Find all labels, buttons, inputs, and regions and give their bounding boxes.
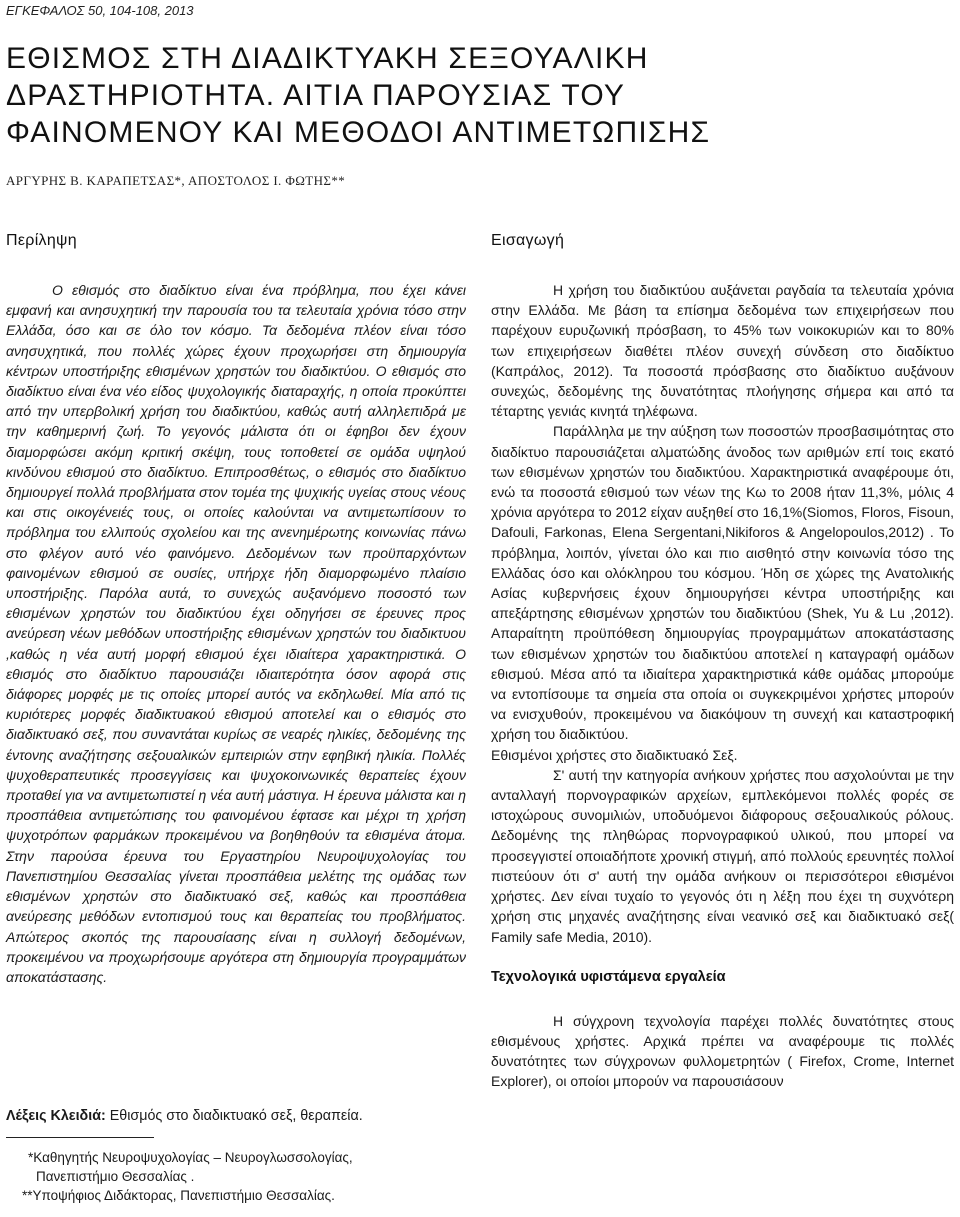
journal-reference: ΕΓΚΕΦΑΛΟΣ 50, 104-108, 2013	[6, 3, 194, 18]
introduction-heading: Εισαγωγή	[491, 232, 565, 249]
abstract-paragraph: Ο εθισμός στο διαδίκτυο είναι ένα πρόβλημα, που έχει κάνει εμφανή και ανησυχητική την παρουσία του τα τελευταία χρόνια τόσο στην Ελλάδα, όσο και σε όλο τον κόσμο. Τα δεδομένα πλέον είναι τόσο ανησυχητικά, που πολλές χώρες έχουν προχωρήσει στη δημιουργία κέντρων υποστήριξης εθισμένων χρηστών του διαδικτύου. Ο εθισμός στο διαδίκτυο είναι ένα νέο είδος ψυχολογικής διαταραχής, η οποία προκύπτει από την υπερβολική χρήση του διαδικτύου, καθώς αυτή αλληλεπιδρά με την καθημερινή ζωή. Το γεγονός μάλιστα ότι οι έφηβοι δεν έχουν διαμορφώσει ακόμη κριτική σκέψη, τους τοποθετεί σε ομάδα υψηλού κινδύνου εθισμού στο διαδίκτυο. Επιπροσθέτως, ο εθισμός στο διαδίκτυο δημιουργεί πολλά προβλήματα στον τομέα της ψυχικής υγείας στους νέους και στις οικογένειές τους, οι οποίες καλούνται να αντιμετωπίσουν το πρόβλημα του ελλιπούς σχολείου και της ανενημέρωτης κοινωνίας πάνω στο φλέγον αυτό νέο φαινόμενο. Δεδομένων των προϋπαρχόντων φαινομένων εθισμού σε ουσίες, υπήρχε ήδη διαμορφωμένο πλαίσιο υποστήριξης. Παρόλα αυτά, το συνεχώς αυξανόμενο ποσοστό των εθισμένων χρηστών του διαδικτύου έχει οδηγήσει σε έρευνες προς ανεύρεση νέων μεθόδων υποστήριξης εθισμένων χρηστών του διαδικτυου ,καθώς η νέα αυτή μορφή εθισμού έχει ιδιαίτερα χαρακτηριστικά. Ο εθισμός στο διαδίκτυο παρουσιάζει ιδιαιτερότητα όσον αφορά στις διάφορες μορφές με τις οποίες μπορεί αυτός να εκδηλωθεί. Μία από τις κυριότερες μορφές διαδικτυακού εθισμού αποτελεί και ο εθισμός στο διαδικτυακό σεξ, που συναντάται κυρίως σε νεαρές ηλικίες, δεδομένης της έντονης αναζήτησης σεξουαλικών εμπειριών στην εφηβική ηλικία. Πολλές ψυχοθεραπευτικές προσεγγίσεις και ψυχοκοινωνικές θεραπείες έχουν προταθεί για να αντιμετωπιστεί η νέα αυτή μάστιγα. Η έρευνα μάλιστα και η προσπάθεια αντιμετώπισης του φαινομένου έφτασε και μέχρι τη χρήση ψυχοτρόπων φαρμάκων προκειμένου να βοηθηθούν τα εθισμένα άτομα. Στην παρούσα έρευνα του Εργαστηρίου Νευροψυχολογίας του Πανεπιστημίου Θεσσαλίας γίνεται προσπάθεια μελέτης της ομάδας των εθισμένων χρηστών στο διαδικτυακό σεξ, καθώς και προσπάθεια ανεύρεσης μεθόδων εντοπισμού τους και θεραπείας του προβλήματος. Απώτερος σκοπός της παρουσίασης είναι η συλλογή δεδομένων, προκειμένου να προχωρήσουμε αργότερα στη δημιουργία προγραμμάτων αποκατάστασης.	[6, 282, 466, 985]
title-line: ΔΡΑΣΤΗΡΙΟΤΗΤΑ. ΑΙΤΙΑ ΠΑΡΟΥΣΙΑΣ ΤΟΥ	[6, 79, 626, 112]
keywords-label: Λέξεις Κλειδιά:	[6, 1108, 106, 1124]
intro-paragraph: Σ' αυτή την κατηγορία ανήκουν χρήστες που ασχολούνται με την ανταλλαγή πορνογραφικών αρχείων, εμπλεκόμενοι πολλές φορές σε ιστοχώρους συνομιλιών, υποδυόμενοι διάφορους σεξουαλικούς ρόλους. Δεδομένης της πληθώρας πορνογραφικού υλικού, που μπορεί να προσεγγιστεί οποιαδήποτε χρονική στιγμή, από πολλούς ερευνητές πολλοί πιστεύουν ότι σ' αυτή την ομάδα ανήκουν οι περισσότεροι εθισμένοι χρήστες. Δεν είναι τυχαίο το γεγονός ότι η λέξη που έχει τη συχνότερη χρήση στις μηχανές αναζήτησης είναι νεανικό σεξ και διαδικτυακό σεξ( Family safe Media, 2010).	[491, 766, 954, 945]
title-line: ΦΑΙΝΟΜΕΝΟΥ ΚΑΙ ΜΕΘΟΔΟΙ ΑΝΤΙΜΕΤΩΠΙΣΗΣ	[6, 116, 711, 149]
keywords-text: Εθισμός στο διαδικτυακό σεξ, θεραπεία.	[105, 1108, 363, 1124]
tech-section-body	[491, 1011, 954, 1092]
article-title	[6, 40, 946, 151]
keywords-line	[6, 1108, 363, 1124]
abstract-body	[6, 280, 466, 987]
title-line: ΕΘΙΣΜΟΣ ΣΤΗ ΔΙΑΔΙΚΤΥΑΚΗ ΣΕΞΟΥΑΛΙΚΗ	[6, 42, 649, 75]
footnotes	[22, 1148, 462, 1205]
abstract-heading: Περίληψη	[6, 232, 77, 249]
left-column	[6, 232, 466, 987]
right-column	[491, 232, 954, 1092]
intro-subheading: Εθισμένοι χρήστες στο διαδικτυακό Σεξ.	[491, 746, 738, 763]
tech-paragraph: Η σύγχρονη τεχνολογία παρέχει πολλές δυνατότητες στους εθισμένους χρήστες. Αρχικά πρέπει να αναφέρουμε τις πολλές δυνατότητες των σύγχρονων φυλλομετρητών ( Firefox, Crome, Internet Explorer), οι οποίοι μπορούν να παρουσιάσουν	[491, 1012, 954, 1090]
footnote-1-line-1: *Καθηγητής Νευροψυχολογίας – Νευρογλωσσολογίας,	[28, 1150, 353, 1165]
intro-paragraph: Παράλληλα με την αύξηση των ποσοστών προσβασιμότητας στο διαδίκτυο παρουσιάζεται αλματώδης άνοδος των αριθμών επί τοις εκατό των εθισμένων χρηστών του διαδικτύου. Χαρακτηριστικά αναφέρουμε ότι, ενώ τα ποσοστά εθισμού των νέων της Κω το 2008 ήταν 11,3%, μόλις 4 χρόνια αργότερα το 2012 είχαν αυξηθεί στο 16,1%(Siomos, Floros, Fisoun, Dafouli, Farkonas, Elena Sergentani,Nikiforos & Angelopoulos,2012) . Το πρόβλημα, λοιπόν, γίνεται όλο και πιο αισθητό στην κοινωνία τόσο της Ελλάδας όσο και ολόκληρου του κόσμου. Ήδη σε χώρες της Ανατολικής Ασίας κυβερνήσεις έχουν δημιουργήσει κέντρα υποστήριξης και απεξάρτησης εθισμένων χρηστών του διαδικτύου (Shek, Yu & Lu ,2012). Απαραίτητη προϋπόθεση δημιουργίας προγραμμάτων αποκατάστασης των εθισμένων χρηστών του διαδικτύου αποτελεί η καταγραφή ομάδων εθισμού. Μέσα από τα ιδιαίτερα χαρακτηριστικά κάθε ομάδας μπορούμε να εντοπίσουμε τα σημεία στα οποία οι συγκεκριμένοι χρήστες μπορούν να ενισχυθούν, προκειμένου να διακόψουν τη συνεχή και καταστροφική χρήση του διαδικτύου.	[491, 423, 954, 743]
introduction-body	[491, 280, 954, 947]
tech-section-heading: Τεχνολογικά υφιστάμενα εργαλεία	[491, 968, 726, 985]
footnote-divider	[6, 1137, 154, 1138]
authors-line: ΑΡΓΥΡΗΣ Β. ΚΑΡΑΠΕΤΣΑΣ*, ΑΠΟΣΤΟΛΟΣ Ι. ΦΩΤΗΣ**	[6, 173, 346, 188]
footnote-1-line-2: Πανεπιστήμιο Θεσσαλίας .	[36, 1169, 195, 1184]
footnote-2: **Υποψήφιος Διδάκτορας, Πανεπιστήμιο Θεσσαλίας.	[22, 1188, 335, 1203]
intro-paragraph: Η χρήση του διαδικτύου αυξάνεται ραγδαία τα τελευταία χρόνια στην Ελλάδα. Με βάση τα επίσημα δεδομένα των επιχειρήσεων που παρέχουν ευρυζωνική πρόσβαση, το 45% των νοικοκυριών και το 80% των επιχειρήσεων διαθέτει πλέον συνεχή σύνδεση στο διαδίκτυο (Καπράλος, 2012). Τα ποσοστά πρόσβασης στο διαδίκτυο αυξάνουν συνεχώς, δεδομένης της δυνατότητας πλοήγησης σήμερα και από τα τέταρτης γενιάς κινητά τηλέφωνα.	[491, 282, 954, 420]
